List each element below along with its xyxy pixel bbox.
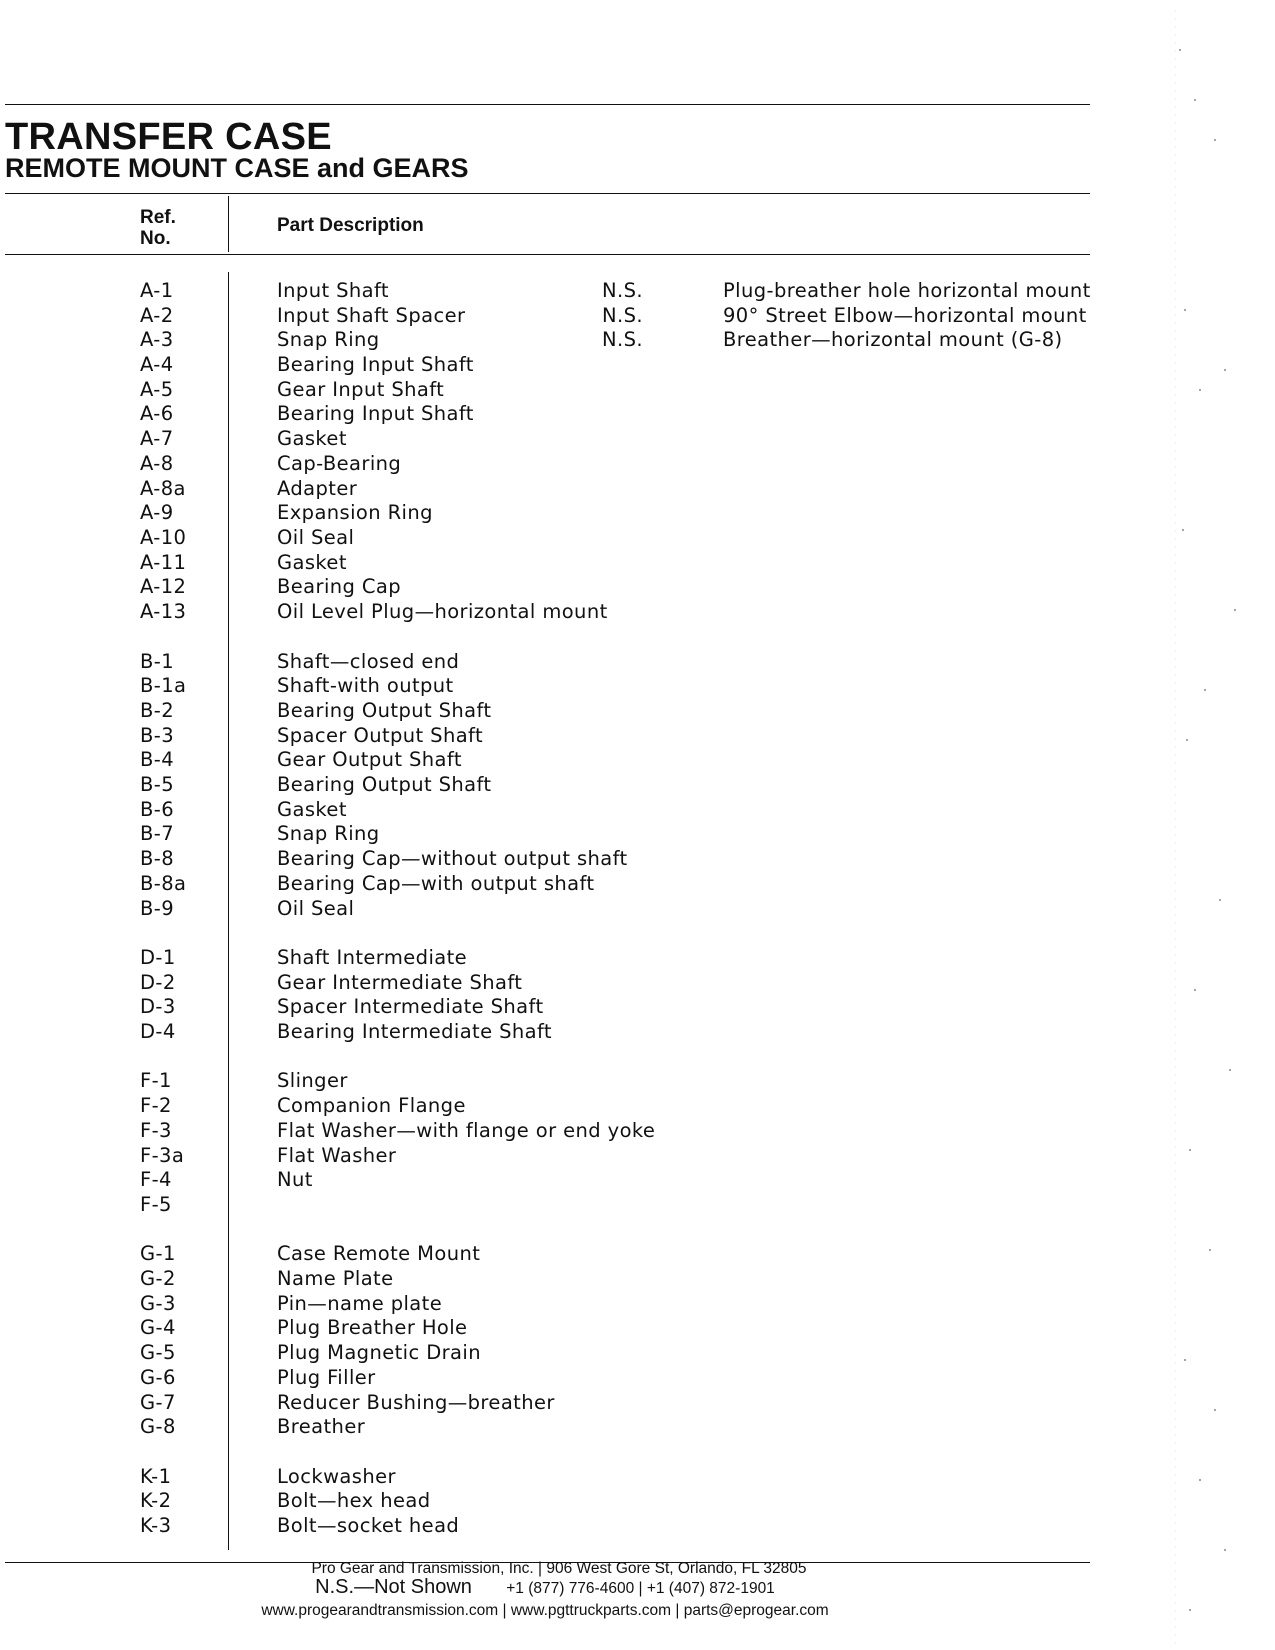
part-description: Bearing Input Shaft xyxy=(277,353,474,376)
footer-address: Pro Gear and Transmission, Inc. | 906 West Gore St, Orlando, FL 32805 xyxy=(311,1560,807,1577)
part-description: Pin—name plate xyxy=(277,1292,443,1315)
part-description: Breather xyxy=(277,1415,366,1438)
part-description: Shaft—closed end xyxy=(277,650,460,673)
part-ref: F-3a xyxy=(140,1144,185,1167)
part-ref: G-8 xyxy=(140,1415,176,1438)
ref-column-header xyxy=(140,207,176,249)
part-description: Cap-Bearing xyxy=(277,452,402,475)
part-ref: G-4 xyxy=(140,1316,176,1339)
part-ref: A-8 xyxy=(140,452,174,475)
part-description: Gasket xyxy=(277,427,347,450)
part-description: Bearing Cap—without output shaft xyxy=(277,847,628,870)
part-ref: B-4 xyxy=(140,748,175,771)
part-description: Flat Washer xyxy=(277,1144,397,1167)
part-description: Shaft-with output xyxy=(277,674,454,697)
part-ref: G-3 xyxy=(140,1292,176,1315)
part-ref: A-10 xyxy=(140,526,187,549)
part-ref: B-7 xyxy=(140,822,175,845)
footer-legend-line xyxy=(0,1575,1090,1601)
footer xyxy=(0,1560,1090,1621)
part-description: Gear Intermediate Shaft xyxy=(277,971,523,994)
not-shown-ref: N.S. xyxy=(602,328,643,351)
part-description: Input Shaft xyxy=(277,279,389,302)
part-ref: B-8a xyxy=(140,872,187,895)
not-shown-legend: N.S.—Not Shown xyxy=(315,1576,472,1598)
part-description: Oil Seal xyxy=(277,897,355,920)
part-ref: G-1 xyxy=(140,1242,176,1265)
part-ref: D-1 xyxy=(140,946,176,969)
part-ref: A-9 xyxy=(140,501,174,524)
part-description: Adapter xyxy=(277,477,358,500)
part-description: Bearing Cap xyxy=(277,575,402,598)
part-ref: A-7 xyxy=(140,427,174,450)
part-ref: A-3 xyxy=(140,328,174,351)
not-shown-description: Breather—horizontal mount (G-8) xyxy=(723,328,1063,351)
top-rule xyxy=(5,104,1090,105)
description-column-header: Part Description xyxy=(277,215,424,236)
scan-noise xyxy=(1175,10,1265,1650)
part-ref: B-2 xyxy=(140,699,175,722)
column-divider xyxy=(228,272,229,1550)
footer-phones: +1 (877) 776-4600 | +1 (407) 872-1901 xyxy=(506,1580,775,1597)
part-ref: A-1 xyxy=(140,279,174,302)
part-ref: B-6 xyxy=(140,798,175,821)
part-ref: B-5 xyxy=(140,773,175,796)
part-description: Nut xyxy=(277,1168,313,1191)
part-ref: D-3 xyxy=(140,995,176,1018)
part-description: Bearing Cap—with output shaft xyxy=(277,872,595,895)
part-ref: F-2 xyxy=(140,1094,172,1117)
part-ref: B-8 xyxy=(140,847,175,870)
part-ref: B-1 xyxy=(140,650,175,673)
part-ref: F-1 xyxy=(140,1069,172,1092)
not-shown-description: Plug-breather hole horizontal mount xyxy=(723,279,1091,302)
part-ref: F-3 xyxy=(140,1119,172,1142)
header-rule xyxy=(5,254,1090,255)
part-ref: K-2 xyxy=(140,1489,172,1512)
part-ref: F-5 xyxy=(140,1193,172,1216)
part-description: Expansion Ring xyxy=(277,501,433,524)
part-ref: A-4 xyxy=(140,353,174,376)
not-shown-ref: N.S. xyxy=(602,304,643,327)
part-description: Bolt—hex head xyxy=(277,1489,431,1512)
part-description: Gasket xyxy=(277,551,347,574)
part-ref: A-12 xyxy=(140,575,187,598)
part-description: Gasket xyxy=(277,798,347,821)
part-ref: D-2 xyxy=(140,971,176,994)
part-ref: A-11 xyxy=(140,551,187,574)
part-ref: G-7 xyxy=(140,1391,176,1414)
not-shown-ref: N.S. xyxy=(602,279,643,302)
title-rule xyxy=(5,193,1090,194)
part-description: Reducer Bushing—breather xyxy=(277,1391,555,1414)
part-ref: F-4 xyxy=(140,1168,172,1191)
part-description: Oil Seal xyxy=(277,526,355,549)
part-description: Slinger xyxy=(277,1069,348,1092)
part-description: Snap Ring xyxy=(277,822,380,845)
part-description: Flat Washer—with flange or end yoke xyxy=(277,1119,656,1142)
part-description: Shaft Intermediate xyxy=(277,946,468,969)
ref-header-line2: No. xyxy=(140,228,171,249)
part-description: Oil Level Plug—horizontal mount xyxy=(277,600,608,623)
part-description: Spacer Intermediate Shaft xyxy=(277,995,544,1018)
part-description: Plug Magnetic Drain xyxy=(277,1341,481,1364)
part-ref: D-4 xyxy=(140,1020,176,1043)
part-ref: A-2 xyxy=(140,304,174,327)
part-description: Companion Flange xyxy=(277,1094,466,1117)
header-column-divider xyxy=(228,196,229,252)
ref-header-line1: Ref. xyxy=(140,207,176,228)
part-ref: B-9 xyxy=(140,897,175,920)
part-ref: A-8a xyxy=(140,477,186,500)
part-ref: B-3 xyxy=(140,724,175,747)
part-description: Snap Ring xyxy=(277,328,380,351)
not-shown-description: 90° Street Elbow—horizontal mount xyxy=(723,304,1087,327)
part-ref: A-6 xyxy=(140,402,174,425)
part-ref: B-1a xyxy=(140,674,187,697)
part-description: Plug Filler xyxy=(277,1366,376,1389)
part-description: Lockwasher xyxy=(277,1465,396,1488)
part-description: Bolt—socket head xyxy=(277,1514,460,1537)
page-subtitle: REMOTE MOUNT CASE and GEARS xyxy=(5,153,469,183)
part-description: Bearing Output Shaft xyxy=(277,773,492,796)
part-ref: G-2 xyxy=(140,1267,176,1290)
part-description: Name Plate xyxy=(277,1267,394,1290)
part-ref: K-3 xyxy=(140,1514,172,1537)
part-ref: A-13 xyxy=(140,600,187,623)
part-ref: G-5 xyxy=(140,1341,176,1364)
part-description: Bearing Output Shaft xyxy=(277,699,492,722)
part-description: Bearing Intermediate Shaft xyxy=(277,1020,552,1043)
part-ref: A-5 xyxy=(140,378,174,401)
page-title: TRANSFER CASE xyxy=(5,116,332,158)
part-description: Input Shaft Spacer xyxy=(277,304,466,327)
part-description: Plug Breather Hole xyxy=(277,1316,468,1339)
part-description: Gear Output Shaft xyxy=(277,748,462,771)
part-description: Bearing Input Shaft xyxy=(277,402,474,425)
part-description: Case Remote Mount xyxy=(277,1242,481,1265)
part-ref: G-6 xyxy=(140,1366,176,1389)
part-description: Gear Input Shaft xyxy=(277,378,445,401)
part-ref: K-1 xyxy=(140,1465,172,1488)
part-description: Spacer Output Shaft xyxy=(277,724,484,747)
footer-web: www.progearandtransmission.com | www.pgttruckparts.com | parts@eprogear.com xyxy=(261,1602,829,1619)
